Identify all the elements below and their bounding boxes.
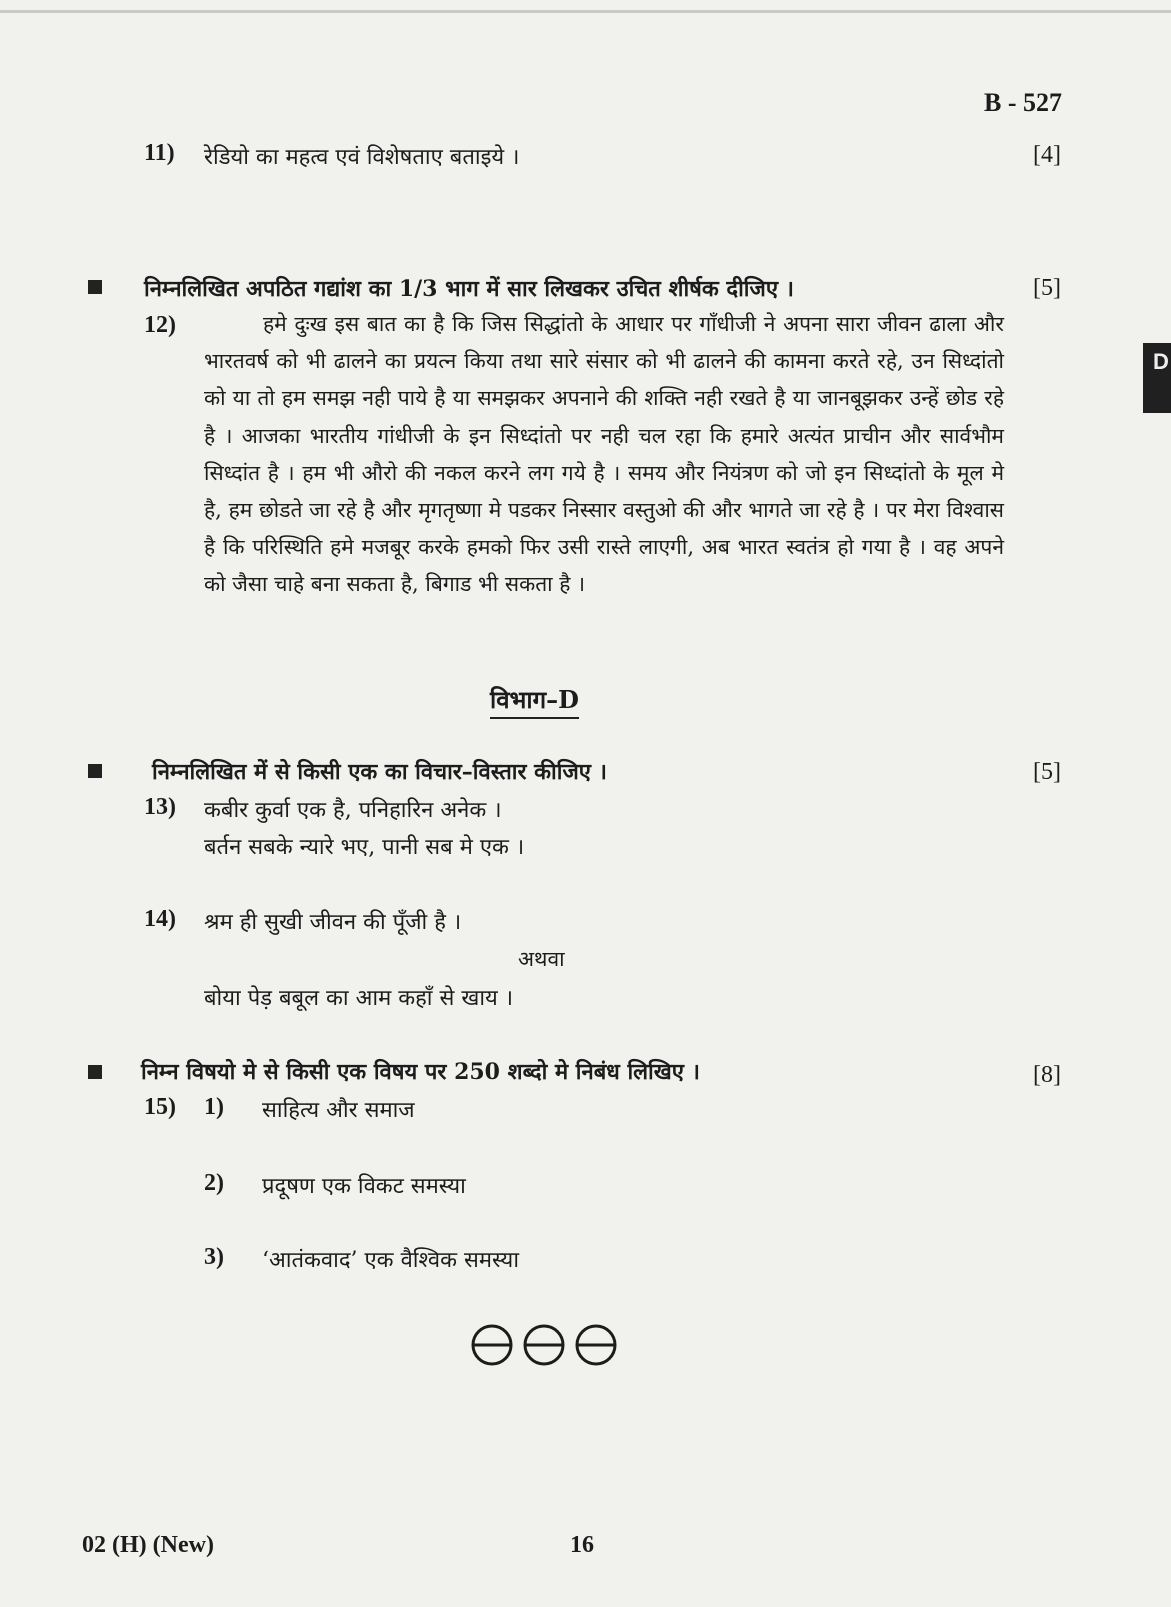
q11-marks: [4] <box>1033 142 1061 168</box>
q13-line2: बर्तन सबके न्यारे भए, पानी सब मे एक । <box>204 835 525 860</box>
or-label: अथवा <box>518 947 565 971</box>
q15-topic-2-number: 2) <box>204 1170 224 1196</box>
q13-marks: [5] <box>1033 759 1061 785</box>
top-rule <box>0 10 1171 13</box>
side-tab-label: D <box>1153 349 1169 374</box>
q12-marks: [5] <box>1033 275 1061 301</box>
q15-topic-1: साहित्य और समाज <box>262 1098 415 1123</box>
q14-alt: बोया पेड़ बबूल का आम कहाँ से खाय । <box>204 986 514 1011</box>
q14-number: 14) <box>144 906 176 932</box>
q13-line1: कबीर कुर्वा एक है, पनिहारिन अनेक । <box>204 798 502 823</box>
footer-code: 02 (H) (New) <box>82 1532 214 1558</box>
q14-text: श्रम ही सुखी जीवन की पूँजी है । <box>204 910 462 935</box>
q15-topic-3-number: 3) <box>204 1244 224 1270</box>
page-number: 16 <box>570 1532 594 1558</box>
q15-topic-2: प्रदूषण एक विकट समस्या <box>262 1174 466 1199</box>
side-tab <box>1143 343 1171 413</box>
paper-code: B - 527 <box>984 88 1062 117</box>
q12-number: 12) <box>144 312 176 338</box>
q15-topic-1-number: 1) <box>204 1094 224 1120</box>
q11-text: रेडियो का महत्व एवं विशेषताए बताइये । <box>204 145 520 170</box>
q15-topic-3: ‘आतंकवाद’ एक वैश्विक समस्या <box>262 1248 520 1273</box>
bullet-15 <box>88 1065 102 1079</box>
section-d-heading: विभाग–D <box>490 683 579 719</box>
q12-passage: हमे दुःख इस बात का है कि जिस सिद्धांतो के आधार पर गाँधीजी ने अपना सारा जीवन ढाला और भारतवर्ष को भी ढालने का प्रयत्न किया तथा सारे संसार को भी ढालने की कामना करते रहे, उन सिध्दांतो को या तो हम समझ नही पाये है या समझकर अपनाने की शक्ति नही रखते है या जानबूझकर उन्हें छोड रहे है । आजका भारतीय गांधीजी के इन सिध्दांतो पर नही चल रहा कि हमारे अत्यंत प्राचीन और सार्वभौम सिध्दांत है । हम भी औरो की नकल करने लग गये है । समय और नियंत्रण को जो इन सिध्दांतो के मूल मे है, हम छोडते जा रहे है और मृगतृष्णा मे पडकर निस्सार वस्तुओ की और भागते जा रहे है । पर मेरा विश्वास है कि परिस्थिति हमे मजबूर करके हमको फिर उसी रास्ते लाएगी, अब भारत स्वतंत्र हो गया है । वह अपने को जैसा चाहे बना सकता है, बिगाड भी सकता है । <box>204 312 1004 597</box>
q15-instruction: निम्न विषयो मे से किसी एक विषय पर 250 शब्दो मे निबंध लिखिए । <box>141 1059 700 1085</box>
q12-instruction: निम्नलिखित अपठित गद्यांश का 1/3 भाग में सार लिखकर उचित शीर्षक दीजिए । <box>144 276 794 302</box>
bullet-12 <box>88 280 102 294</box>
end-symbol-icon <box>470 1323 618 1367</box>
q11-number: 11) <box>144 140 175 166</box>
q13-instruction: निम्नलिखित में से किसी एक का विचार–विस्तार कीजिए । <box>152 759 607 785</box>
q15-number: 15) <box>144 1094 176 1120</box>
q15-marks: [8] <box>1033 1062 1061 1088</box>
q13-number: 13) <box>144 794 176 820</box>
bullet-13 <box>88 764 102 778</box>
